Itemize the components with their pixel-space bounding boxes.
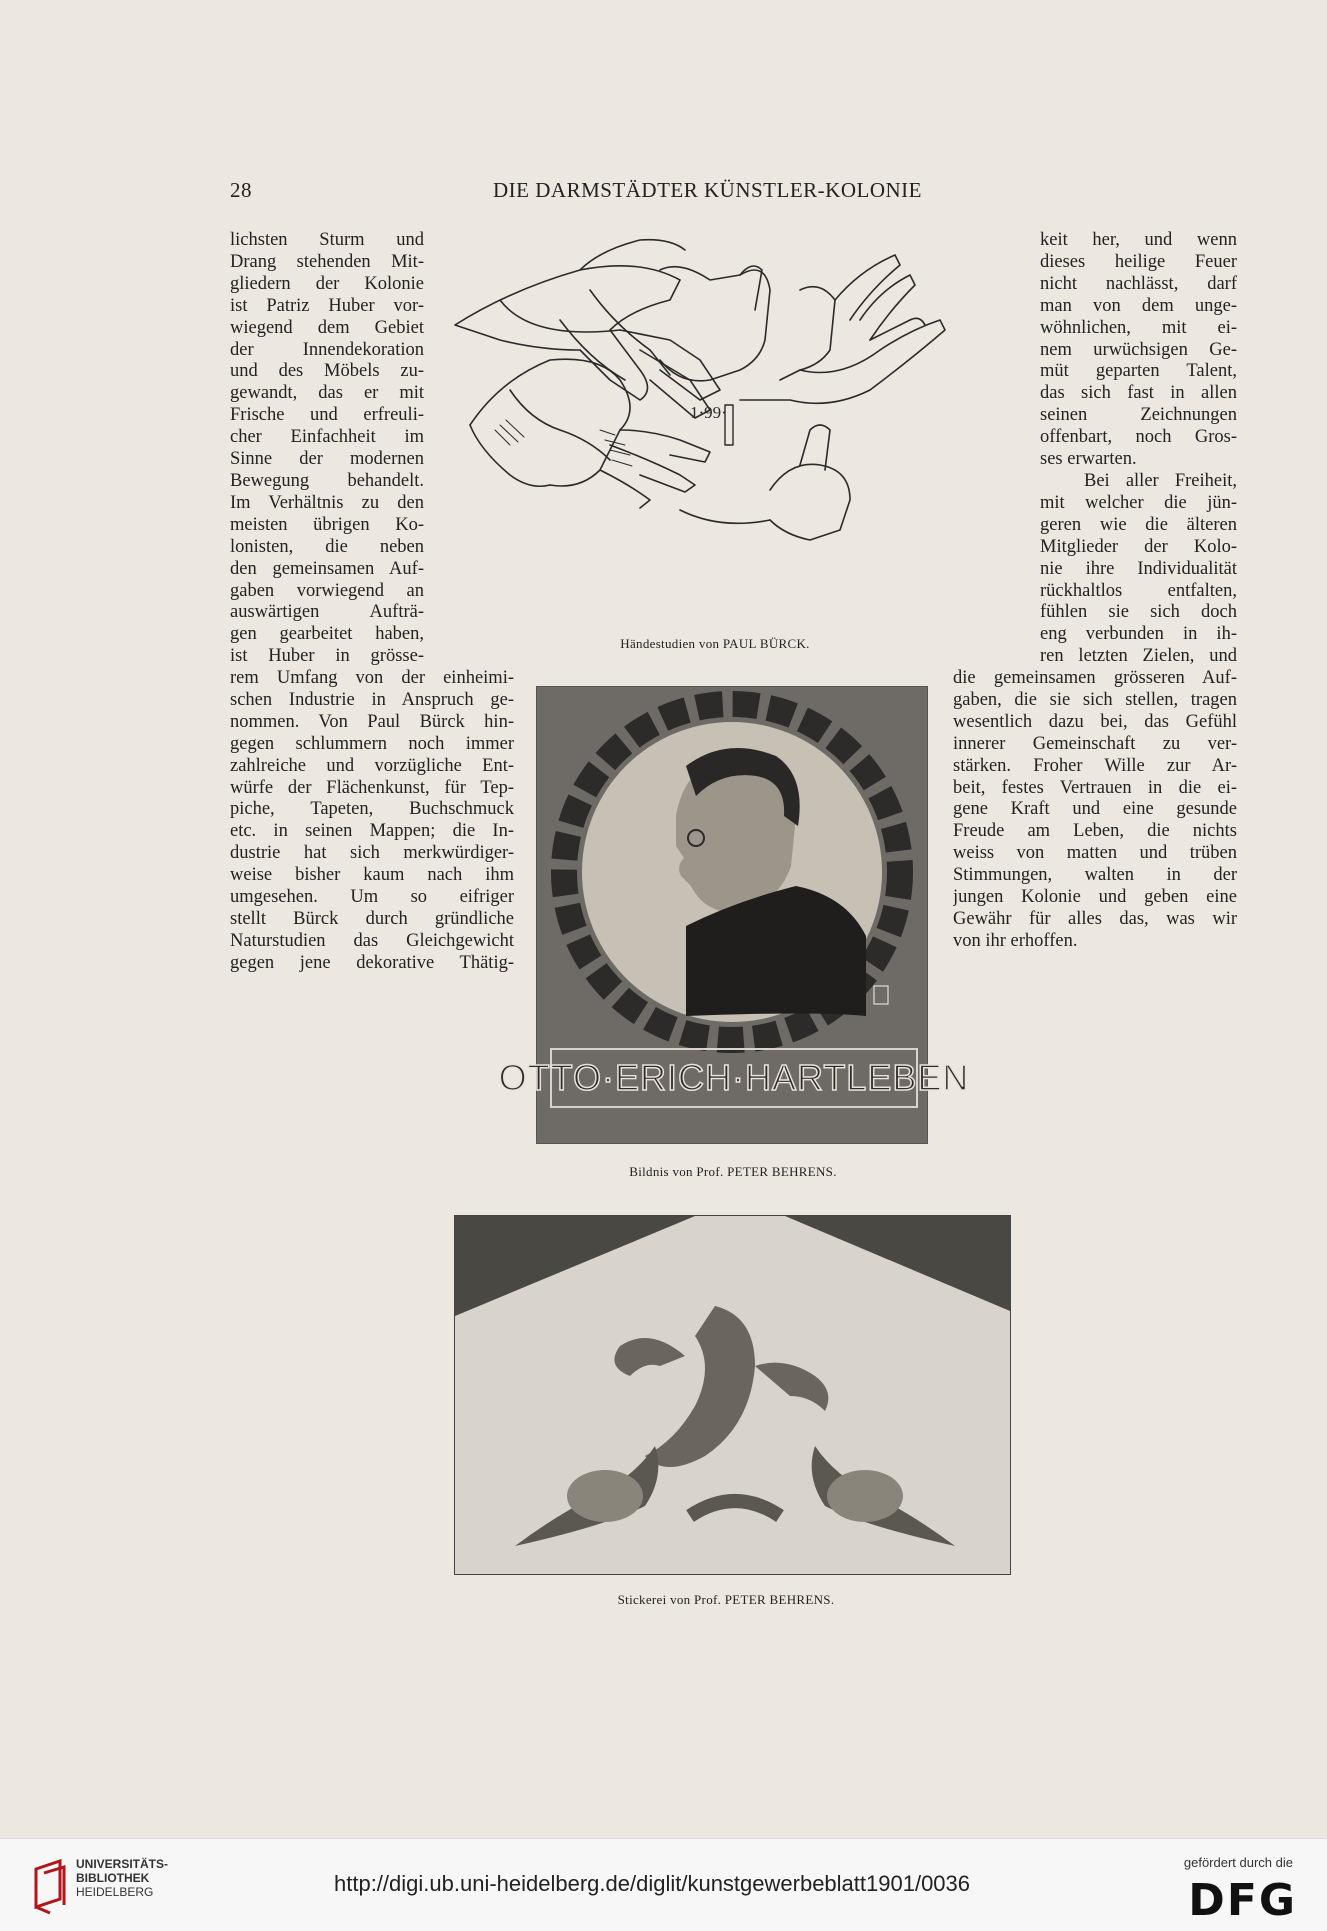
text-line: den gemeinsamen Auf- bbox=[230, 558, 424, 579]
text-line: fühlen sie sich doch bbox=[1040, 602, 1237, 623]
text-line: ses erwarten. bbox=[1040, 449, 1137, 470]
nameplate-frame bbox=[498, 1048, 970, 1108]
text-line: Im Verhältnis zu den bbox=[230, 492, 424, 513]
text-line: gaben, die sie sich stellen, tragen bbox=[953, 689, 1237, 710]
text-line: die gemeinsamen grösseren Auf- bbox=[953, 668, 1237, 688]
text-line: cher Einfachheit im bbox=[230, 427, 424, 448]
text-line: das sich fast in allen bbox=[1040, 383, 1237, 404]
text-line: nicht nachlässt, darf bbox=[1040, 273, 1237, 294]
text-line: offenbart, noch Gros- bbox=[1040, 427, 1237, 448]
embroidery-caption: Stickerei von Prof. PETER BEHRENS. bbox=[617, 1592, 835, 1607]
text-line: und des Möbels zu- bbox=[230, 361, 424, 382]
text-line: gegen jene dekorative Thätig- bbox=[230, 952, 514, 973]
text-line: gewandt, das er mit bbox=[230, 383, 424, 404]
text-line: umgesehen. Um so eifriger bbox=[230, 887, 514, 908]
text-line: gaben vorwiegend an bbox=[230, 580, 424, 601]
dfg-logo-text: DFG bbox=[1188, 1875, 1297, 1926]
text-line: mit welcher die jün- bbox=[1040, 492, 1237, 513]
text-line: Sinne der modernen bbox=[230, 449, 424, 470]
text-line: wesentlich dazu bei, das Gefühl bbox=[953, 711, 1237, 732]
text-line: gen gearbeitet haben, bbox=[230, 624, 424, 645]
text-line: von ihr erhoffen. bbox=[953, 930, 1078, 951]
hand-studies-sketch bbox=[440, 230, 1030, 630]
permalink-url[interactable]: http://digi.ub.uni-heidelberg.de/diglit/kunstgewerbeblatt1901/0036 bbox=[334, 1871, 971, 1896]
library-line: HEIDELBERG bbox=[76, 1885, 154, 1899]
text-line: nem urwüchsigen Ge- bbox=[1040, 339, 1237, 360]
text-line: Mitglieder der Kolo- bbox=[1040, 536, 1237, 557]
text-line: lichsten Sturm und bbox=[230, 230, 424, 250]
text-line: innerer Gemeinschaft zu ver- bbox=[953, 733, 1237, 754]
text-line: gene Kraft und eine gesunde bbox=[953, 799, 1237, 820]
portrait-caption: Bildnis von Prof. PETER BEHRENS. bbox=[629, 1164, 837, 1179]
page-title: DIE DARMSTÄDTER KÜNSTLER-KOLONIE bbox=[493, 178, 922, 202]
text-line: rückhaltlos entfalten, bbox=[1040, 580, 1237, 601]
text-line: wiegend dem Gebiet bbox=[230, 317, 424, 338]
library-line: UNIVERSITÄTS- bbox=[76, 1857, 169, 1871]
text-line: keit her, und wenn bbox=[1040, 230, 1237, 250]
text-line: Freude am Leben, die nichts bbox=[953, 821, 1237, 842]
text-line: weise bisher kaum nach ihm bbox=[230, 865, 514, 886]
text-line: beit, festes Vertrauen in die ei- bbox=[953, 777, 1237, 798]
text-line: lonisten, die neben bbox=[230, 536, 424, 557]
dfg-logo-icon bbox=[1188, 1875, 1297, 1926]
text-line: geren wie die älteren bbox=[1040, 514, 1237, 535]
right-column-bottom bbox=[953, 668, 1237, 953]
text-line: stärken. Froher Wille zur Ar- bbox=[953, 755, 1237, 776]
text-line: ist Patriz Huber vor- bbox=[230, 295, 424, 316]
text-line: wöhnlichen, mit ei- bbox=[1040, 317, 1237, 338]
hands-caption: Händestudien von PAUL BÜRCK. bbox=[620, 636, 810, 651]
embroidery-plate bbox=[454, 1215, 1011, 1575]
ub-heidelberg-logo-icon bbox=[30, 1859, 70, 1915]
text-line: rem Umfang von der einheimi- bbox=[230, 668, 514, 688]
text-line: Frische und erfreuli- bbox=[230, 405, 424, 426]
text-line: stellt Bürck durch gründliche bbox=[230, 908, 514, 929]
text-line: seinen Zeichnungen bbox=[1040, 405, 1237, 426]
text-line: Gewähr für alles das, was wir bbox=[953, 908, 1237, 929]
left-column-bottom bbox=[230, 668, 514, 975]
text-line: Drang stehenden Mit- bbox=[230, 251, 424, 272]
text-line: jungen Kolonie und geben eine bbox=[953, 887, 1237, 908]
library-name bbox=[76, 1857, 168, 1899]
text-line: ren letzten Zielen, und bbox=[1040, 646, 1237, 667]
sketch-date: 1·99· bbox=[690, 403, 727, 422]
text-line: dieses heilige Feuer bbox=[1040, 251, 1237, 272]
text-line: etc. in seinen Mappen; die In- bbox=[230, 821, 514, 842]
text-line: meisten übrigen Ko- bbox=[230, 514, 424, 535]
text-line: gliedern der Kolonie bbox=[230, 273, 424, 294]
left-column-top bbox=[230, 230, 424, 668]
viewer-footer bbox=[0, 1838, 1327, 1931]
text-line: schen Industrie in Anspruch ge- bbox=[230, 689, 514, 710]
text-line: nommen. Von Paul Bürck hin- bbox=[230, 711, 514, 732]
text-line: würfe der Flächenkunst, für Tep- bbox=[230, 777, 514, 798]
text-line: Bewegung behandelt. bbox=[230, 470, 424, 491]
text-line: ist Huber in grösse- bbox=[230, 646, 424, 667]
text-line: Stimmungen, walten in der bbox=[953, 865, 1237, 886]
page-number: 28 bbox=[230, 178, 252, 202]
embroidery-illustration bbox=[455, 1216, 1010, 1574]
text-line: auswärtigen Aufträ- bbox=[230, 602, 424, 623]
text-line: weiss von matten und trüben bbox=[953, 843, 1237, 864]
library-line: BIBLIOTHEK bbox=[76, 1871, 150, 1885]
text-line: piche, Tapeten, Buchschmuck bbox=[230, 799, 514, 820]
text-line: nie ihre Individualität bbox=[1040, 558, 1237, 579]
funding-label: gefördert durch die bbox=[1183, 1855, 1293, 1870]
right-column-top bbox=[1040, 230, 1237, 668]
portrait-plate bbox=[498, 686, 970, 1144]
nameplate-text: OTTO·ERICH·HARTLEBEN bbox=[498, 1057, 970, 1098]
text-line: gegen schlummern noch immer bbox=[230, 733, 514, 754]
text-line: der Innendekoration bbox=[230, 339, 424, 360]
text-line: zahlreiche und vorzügliche Ent- bbox=[230, 755, 514, 776]
text-line: man von dem unge- bbox=[1040, 295, 1237, 316]
text-line: müt geparten Talent, bbox=[1040, 361, 1237, 382]
text-line: Bei aller Freiheit, bbox=[1084, 470, 1237, 491]
text-line: dustrie hat sich merkwürdiger- bbox=[230, 843, 514, 864]
text-line: eng verbunden in ih- bbox=[1040, 624, 1237, 645]
text-line: Naturstudien das Gleichgewicht bbox=[230, 930, 514, 951]
